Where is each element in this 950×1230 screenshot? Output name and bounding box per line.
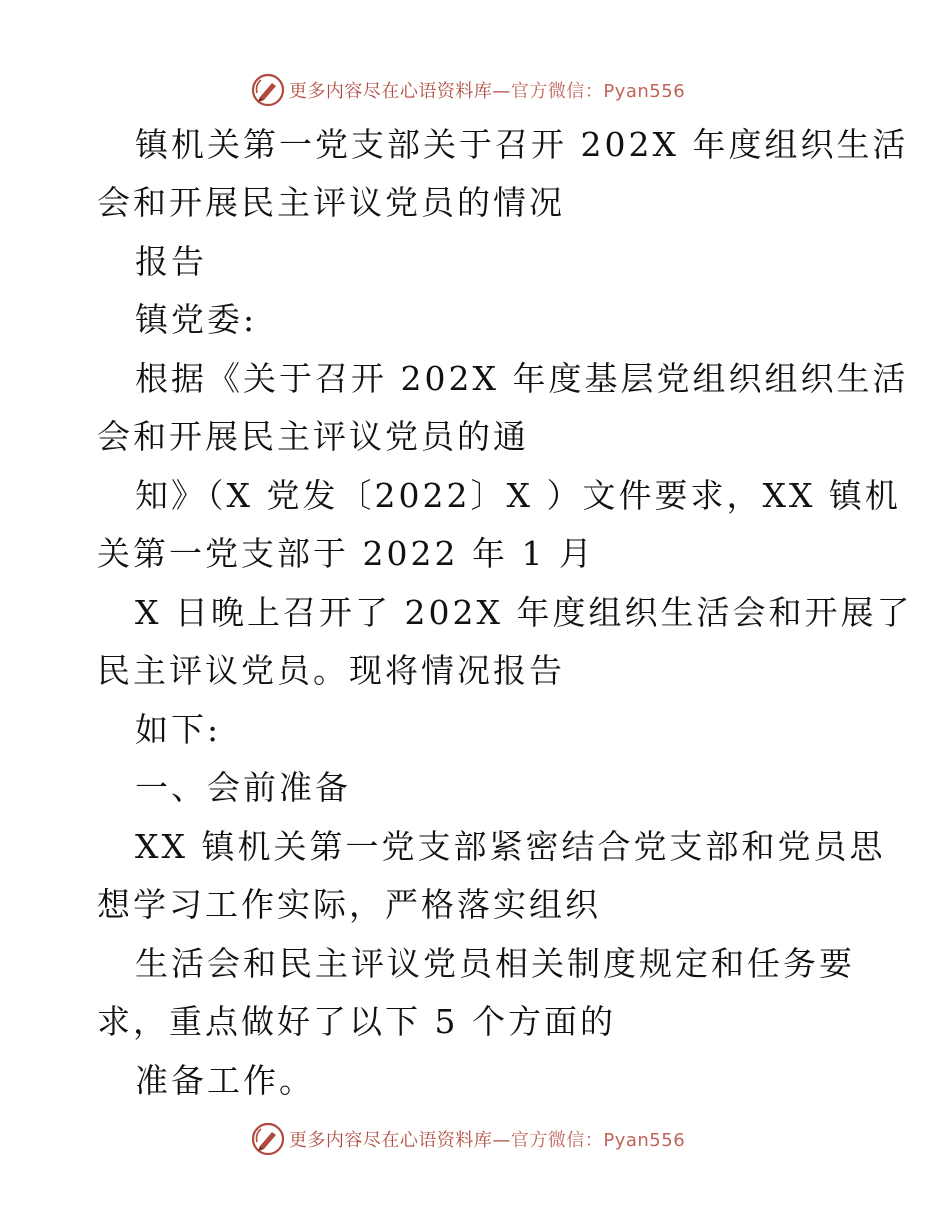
title-line-3: 报告	[135, 242, 207, 281]
paragraph-line: 会和开展民主评议党员的通	[97, 417, 529, 456]
paragraph-line: 生活会和民主评议党员相关制度规定和任务要	[135, 944, 855, 983]
watermark-site-name: 更多内容尽在心语资料库	[288, 1130, 493, 1151]
watermark-separator: —	[492, 81, 511, 102]
title-line-2: 会和开展民主评议党员的情况	[97, 183, 565, 222]
paragraph-line: 根据《关于召开 202X 年度基层党组织组织生活	[135, 359, 909, 398]
footer-watermark	[0, 1122, 950, 1156]
watermark-contact: 官方微信：Pyan556	[510, 81, 686, 102]
watermark-contact: 官方微信：Pyan556	[510, 1130, 686, 1151]
pen-logo-icon	[251, 73, 285, 107]
watermark-text	[289, 77, 685, 103]
header-watermark	[0, 73, 950, 107]
paragraph-line: 民主评议党员。现将情况报告	[97, 651, 565, 690]
section-heading: 一、会前准备	[135, 768, 351, 807]
watermark-separator: —	[492, 1130, 511, 1151]
watermark-site-name: 更多内容尽在心语资料库	[288, 81, 493, 102]
paragraph-line: XX 镇机关第一党支部紧密结合党支部和党员思	[135, 827, 886, 866]
pen-logo-icon	[251, 1122, 285, 1156]
paragraph-line: 如下:	[135, 710, 222, 749]
paragraph-line: 求，重点做好了以下 5 个方面的	[97, 1002, 616, 1041]
paragraph-line: 关第一党支部于 2022 年 1 月	[97, 534, 595, 573]
title-line-1: 镇机关第一党支部关于召开 202X 年度组织生活	[135, 125, 909, 164]
addressee: 镇党委:	[135, 300, 258, 339]
paragraph-line: 准备工作。	[135, 1061, 315, 1100]
paragraph-line: X 日晚上召开了 202X 年度组织生活会和开展了	[135, 593, 913, 632]
watermark-text	[289, 1126, 685, 1152]
paragraph-line: 知》（X 党发〔2022〕X ）文件要求，XX 镇机	[135, 476, 901, 515]
paragraph-line: 想学习工作实际，严格落实组织	[97, 885, 601, 924]
